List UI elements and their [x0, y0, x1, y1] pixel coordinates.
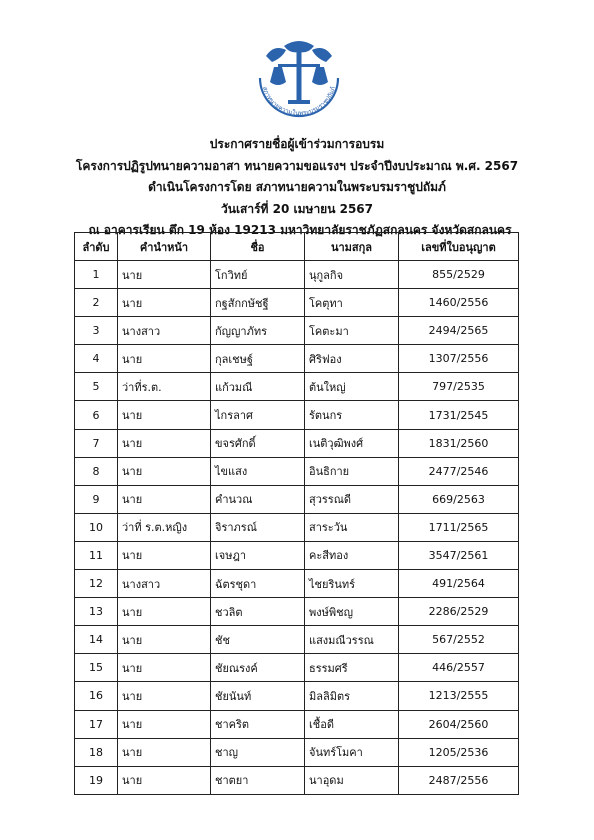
license-cell: 1831/2560	[399, 429, 519, 457]
header-organizer: ดำเนินโครงการโดย สภาทนายความในพระบรมราชูปถัมภ์	[148, 180, 446, 194]
license-cell: 2494/2565	[399, 317, 519, 345]
title-cell: นาย	[118, 738, 211, 766]
lastname-cell: จันทร์โมคา	[305, 738, 399, 766]
license-cell: 2487/2556	[399, 766, 519, 794]
lastname-cell: นุกูลกิจ	[305, 261, 399, 289]
lastname-cell: ไชยรินทร์	[305, 570, 399, 598]
table-row	[75, 345, 519, 373]
firstname-cell: จิราภรณ์	[211, 513, 305, 541]
table-row	[75, 457, 519, 485]
order-cell: 1	[75, 261, 118, 289]
license-cell: 567/2552	[399, 626, 519, 654]
license-cell: 3547/2561	[399, 541, 519, 569]
title-cell: นาย	[118, 654, 211, 682]
title-cell: นาย	[118, 766, 211, 794]
firstname-cell: ขจรศักดิ์	[211, 429, 305, 457]
lastname-cell: เชื้อดี	[305, 710, 399, 738]
license-cell: 1307/2556	[399, 345, 519, 373]
order-cell: 12	[75, 570, 118, 598]
lastname-cell: โคตะมา	[305, 317, 399, 345]
announcement-header	[0, 134, 594, 242]
lastname-cell: ธรรมศรี	[305, 654, 399, 682]
license-cell: 2477/2546	[399, 457, 519, 485]
license-cell: 2604/2560	[399, 710, 519, 738]
order-cell: 15	[75, 654, 118, 682]
order-cell: 3	[75, 317, 118, 345]
title-cell: นาย	[118, 598, 211, 626]
order-cell: 7	[75, 429, 118, 457]
license-cell: 2286/2529	[399, 598, 519, 626]
firstname-cell: กฐสักกษัชฐี	[211, 289, 305, 317]
col-header-order: ลำดับ	[75, 233, 118, 261]
order-cell: 17	[75, 710, 118, 738]
order-cell: 18	[75, 738, 118, 766]
order-cell: 14	[75, 626, 118, 654]
col-header-lastname: นามสกุล	[305, 233, 399, 261]
header-venue: ณ อาคารเรียน ตึก 19 ห้อง 19213 มหาวิทยาลัยราชภัฏสกลนคร จังหวัดสกลนคร	[88, 223, 512, 237]
firstname-cell: ไขแสง	[211, 457, 305, 485]
lastname-cell: สาระวัน	[305, 513, 399, 541]
lastname-cell: ต้นใหญ่	[305, 373, 399, 401]
title-cell: นาย	[118, 457, 211, 485]
table-header-row	[75, 233, 519, 261]
title-cell: นางสาว	[118, 570, 211, 598]
lastname-cell: อินธิกาย	[305, 457, 399, 485]
title-cell: นาย	[118, 289, 211, 317]
order-cell: 2	[75, 289, 118, 317]
license-cell: 1213/2555	[399, 682, 519, 710]
lastname-cell: มิลลิมิตร	[305, 682, 399, 710]
firstname-cell: ชัยนันท์	[211, 682, 305, 710]
firstname-cell: ฉัตรชุดา	[211, 570, 305, 598]
order-cell: 16	[75, 682, 118, 710]
table-row	[75, 710, 519, 738]
table-row	[75, 570, 519, 598]
col-header-title: คำนำหน้า	[118, 233, 211, 261]
title-cell: นาย	[118, 541, 211, 569]
col-header-firstname: ชื่อ	[211, 233, 305, 261]
table-row	[75, 738, 519, 766]
table-row	[75, 513, 519, 541]
license-cell: 1460/2556	[399, 289, 519, 317]
header-title: ประกาศรายชื่อผู้เข้าร่วมการอบรม	[209, 137, 385, 151]
table-row	[75, 598, 519, 626]
order-cell: 10	[75, 513, 118, 541]
table-row	[75, 261, 519, 289]
logo-ring-text: สภาทนายความในพระบรมราชูปถัมภ์	[260, 85, 338, 118]
firstname-cell: แก้วมณี	[211, 373, 305, 401]
firstname-cell: กัญญาภัทร	[211, 317, 305, 345]
table-row	[75, 682, 519, 710]
lastname-cell: เนติวุฒิพงศ์	[305, 429, 399, 457]
table-row	[75, 373, 519, 401]
table-row	[75, 541, 519, 569]
title-cell: นาย	[118, 345, 211, 373]
order-cell: 6	[75, 401, 118, 429]
order-cell: 11	[75, 541, 118, 569]
firstname-cell: ไกรลาศ	[211, 401, 305, 429]
table-row	[75, 429, 519, 457]
license-cell: 491/2564	[399, 570, 519, 598]
lastname-cell: แสงมณีวรรณ	[305, 626, 399, 654]
title-cell: นาย	[118, 710, 211, 738]
lastname-cell: สุวรรณดี	[305, 485, 399, 513]
lastname-cell: รัตนกร	[305, 401, 399, 429]
firstname-cell: ชาตยา	[211, 766, 305, 794]
order-cell: 5	[75, 373, 118, 401]
title-cell: นาย	[118, 682, 211, 710]
title-cell: นาย	[118, 401, 211, 429]
title-cell: นางสาว	[118, 317, 211, 345]
order-cell: 9	[75, 485, 118, 513]
order-cell: 4	[75, 345, 118, 373]
title-cell: นาย	[118, 261, 211, 289]
lastname-cell: พงษ์พิชญ	[305, 598, 399, 626]
license-cell: 855/2529	[399, 261, 519, 289]
header-project: โครงการปฏิรูปทนายความอาสา ทนายความขอแรงฯ ประจำปีงบประมาณ พ.ศ. 2567	[75, 158, 519, 173]
title-cell: นาย	[118, 485, 211, 513]
lastname-cell: นาอุดม	[305, 766, 399, 794]
firstname-cell: โกวิทย์	[211, 261, 305, 289]
title-cell: นาย	[118, 626, 211, 654]
header-date: วันเสาร์ที่ 20 เมษายน 2567	[221, 201, 373, 216]
title-cell: ว่าที่ ร.ต.หญิง	[118, 513, 211, 541]
lastname-cell: ศิริฟอง	[305, 345, 399, 373]
col-header-license: เลขที่ใบอนุญาต	[399, 233, 519, 261]
table-row	[75, 289, 519, 317]
firstname-cell: กุลเชษฐ์	[211, 345, 305, 373]
firstname-cell: ชาคริต	[211, 710, 305, 738]
table-row	[75, 401, 519, 429]
firstname-cell: เจษฎา	[211, 541, 305, 569]
firstname-cell: ชาญ	[211, 738, 305, 766]
order-cell: 19	[75, 766, 118, 794]
table-row	[75, 626, 519, 654]
table-row	[75, 317, 519, 345]
title-cell: ว่าที่ร.ต.	[118, 373, 211, 401]
license-cell: 1205/2536	[399, 738, 519, 766]
title-cell: นาย	[118, 429, 211, 457]
license-cell: 1731/2545	[399, 401, 519, 429]
license-cell: 797/2535	[399, 373, 519, 401]
lastname-cell: โคตุทา	[305, 289, 399, 317]
firstname-cell: ชัช	[211, 626, 305, 654]
table-row	[75, 654, 519, 682]
license-cell: 669/2563	[399, 485, 519, 513]
table-row	[75, 485, 519, 513]
firstname-cell: ชวลิต	[211, 598, 305, 626]
lastname-cell: คะสีทอง	[305, 541, 399, 569]
order-cell: 13	[75, 598, 118, 626]
table-row	[75, 766, 519, 794]
order-cell: 8	[75, 457, 118, 485]
firstname-cell: คำนวณ	[211, 485, 305, 513]
participant-table	[74, 232, 519, 795]
lawyers-council-logo	[252, 36, 346, 122]
license-cell: 1711/2565	[399, 513, 519, 541]
license-cell: 446/2557	[399, 654, 519, 682]
firstname-cell: ชัยณรงค์	[211, 654, 305, 682]
